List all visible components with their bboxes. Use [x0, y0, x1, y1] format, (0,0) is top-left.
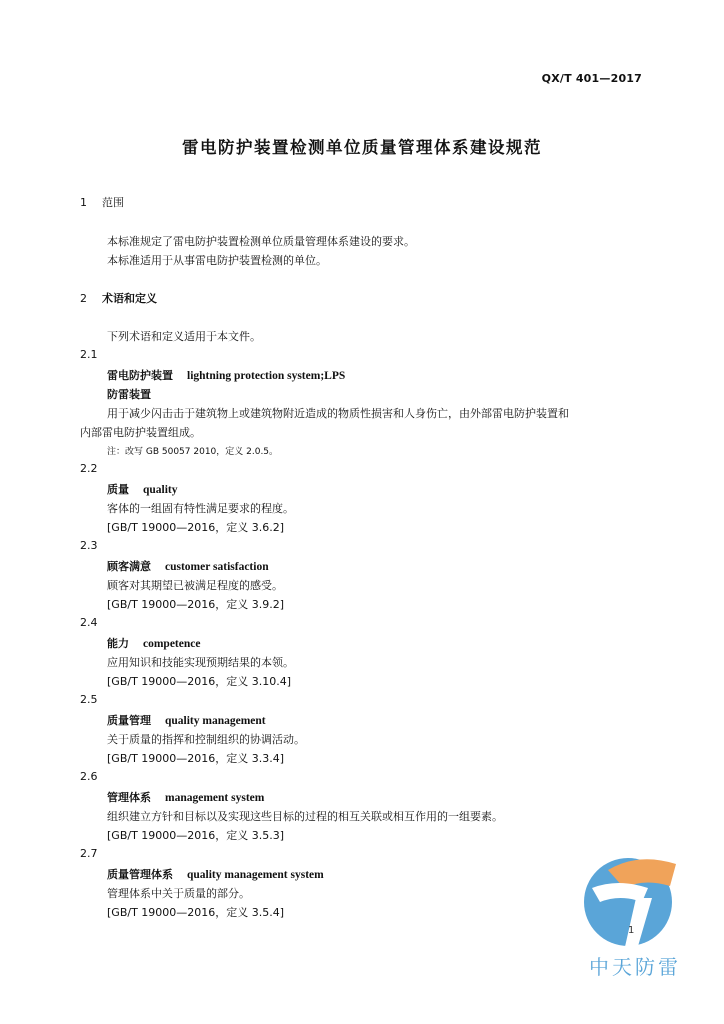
term-heading — [107, 866, 324, 882]
alternate-term: 防雷装置 — [107, 388, 151, 401]
scope-paragraph-1: 本标准规定了雷电防护装置检测单位质量管理体系建设的要求。 — [107, 235, 415, 248]
term-english: customer satisfaction — [165, 561, 269, 573]
term-english: quality management system — [187, 869, 324, 881]
term-source: [GB/T 19000—2016，定义 3.5.4] — [107, 906, 285, 919]
term-source: [GB/T 19000—2016，定义 3.6.2] — [107, 521, 285, 534]
term-number: 2.3 — [80, 539, 98, 552]
term-heading — [107, 558, 269, 574]
section-title: 范围 — [102, 196, 124, 209]
section-1-heading — [80, 194, 124, 210]
document-title: 雷电防护装置检测单位质量管理体系建设规范 — [182, 138, 542, 157]
scope-paragraph-2: 本标准适用于从事雷电防护装置检测的单位。 — [107, 254, 327, 267]
term-definition: 管理体系中关于质量的部分。 — [107, 887, 250, 900]
term-definition: 关于质量的指挥和控制组织的协调活动。 — [107, 733, 305, 746]
section-number: 1 — [80, 196, 87, 209]
term-name: 质量 — [107, 483, 129, 496]
term-name: 管理体系 — [107, 791, 151, 804]
term-heading — [107, 481, 178, 497]
term-number: 2.4 — [80, 616, 98, 629]
term-english: quality management — [165, 715, 266, 727]
term-name: 质量管理 — [107, 714, 151, 727]
terms-intro: 下列术语和定义适用于本文件。 — [107, 330, 261, 343]
term-source: [GB/T 19000—2016，定义 3.10.4] — [107, 675, 292, 688]
term-name: 质量管理体系 — [107, 868, 173, 881]
term-definition: 用于减少闪击击于建筑物上或建筑物附近造成的物质性损害和人身伤亡，由外部雷电防护装置和 — [107, 407, 569, 420]
section-number: 2 — [80, 292, 87, 305]
term-number: 2.2 — [80, 462, 98, 475]
page-number: 1 — [628, 925, 635, 936]
standard-code: QX/T 401—2017 — [541, 72, 642, 85]
term-english: competence — [143, 638, 201, 650]
term-note: 注：改写 GB 50057 2010，定义 2.0.5。 — [107, 447, 279, 457]
term-english: lightning protection system;LPS — [187, 370, 346, 382]
term-source: [GB/T 19000—2016，定义 3.5.3] — [107, 829, 285, 842]
section-title: 术语和定义 — [102, 292, 157, 305]
term-number: 2.1 — [80, 348, 98, 361]
term-number: 2.6 — [80, 770, 98, 783]
term-source: [GB/T 19000—2016，定义 3.9.2] — [107, 598, 285, 611]
term-name: 能力 — [107, 637, 129, 650]
term-heading — [107, 367, 345, 383]
term-source: [GB/T 19000—2016，定义 3.3.4] — [107, 752, 285, 765]
term-definition: 组织建立方针和目标以及实现这些目标的过程的相互关联或相互作用的一组要素。 — [107, 810, 503, 823]
term-heading — [107, 789, 264, 805]
term-english: management system — [165, 792, 265, 804]
term-heading — [107, 635, 200, 651]
term-definition: 客体的一组固有特性满足要求的程度。 — [107, 502, 294, 515]
term-number: 2.7 — [80, 847, 98, 860]
term-name: 顾客满意 — [107, 560, 151, 573]
watermark-text: 中天防雷 — [589, 955, 681, 979]
term-english: quality — [143, 484, 178, 496]
term-definition: 应用知识和技能实现预期结果的本领。 — [107, 656, 294, 669]
term-name: 雷电防护装置 — [107, 369, 173, 382]
term-heading — [107, 712, 266, 728]
term-definition-continued: 内部雷电防护装置组成。 — [80, 426, 201, 439]
section-2-heading — [80, 290, 157, 306]
term-number: 2.5 — [80, 693, 98, 706]
term-definition: 顾客对其期望已被满足程度的感受。 — [107, 579, 283, 592]
